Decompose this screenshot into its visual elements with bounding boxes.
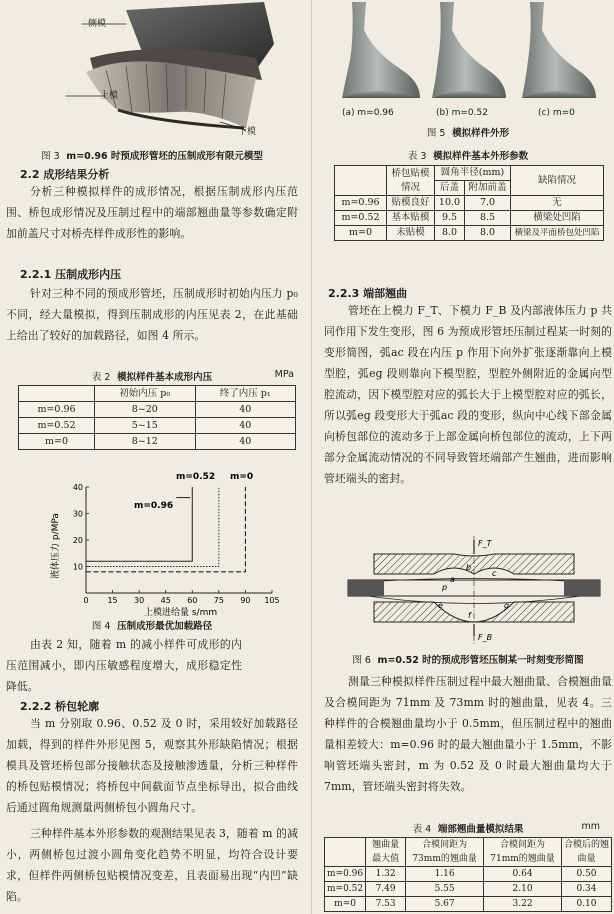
table-cell: 40 (195, 434, 296, 450)
table-4-header: 合模后的翘曲量 (562, 838, 612, 867)
table-cell: 40 (195, 402, 296, 418)
table-cell: 3.22 (484, 897, 562, 912)
section-2-2-3-result: 测量三种模拟样件压制过程中最大翘曲量、合模翘曲量及合模间距为 71mm 及 73mm 时的翘曲量，见表 4。三种样件的合模翘曲量均小于 0.5mm，但压制过程中的翘曲量相差较大：m=0.96 时的最大翘曲量小于 1.5mm，不影响管坯端头密封，m 为 0.52 及 0 时最大翘曲量均大于 7mm，管坯端头密封将失效。 (324, 675, 612, 793)
table-cell: m=0.96 (335, 196, 387, 211)
table-cell: 8~12 (95, 434, 196, 450)
table-cell: 0.64 (484, 867, 562, 882)
chart-axes (86, 487, 272, 593)
table-3-header: 桥包贴模情况 (387, 166, 435, 196)
right-column (324, 0, 612, 914)
table-4-header: 合模间距为71mm的翘曲量 (484, 838, 562, 867)
figure-3 (6, 0, 298, 140)
column-gutter (311, 0, 312, 914)
table-cell: m=0.52 (325, 882, 366, 897)
series-line-2 (86, 487, 219, 567)
label-FT: F_T (478, 539, 492, 548)
table-cell: 7.49 (366, 882, 406, 897)
table-row (335, 196, 604, 211)
figure-5-images (324, 0, 612, 104)
figure-5-sub-c: (c) m=0 (538, 108, 575, 118)
section-2-2-paragraph: 分析三种模拟样件的成形情况，根据压制成形内压范围、桥包成形情况及压制过程中的端部翘曲量等参数确定附加前盖尺寸对桥壳样件成形性的影响。 (6, 185, 298, 240)
table-row (325, 897, 612, 912)
label-lower-die: 下模 (238, 127, 257, 137)
table-cell: m=0 (19, 434, 95, 450)
label-upper-die: 上模 (100, 91, 119, 101)
table-4-caption (324, 821, 612, 835)
section-2-2-3-title: 2.2.3 端部翘曲 (328, 287, 408, 300)
section-2-2-title: 2.2 成形结果分析 (20, 168, 110, 181)
table-2-unit: MPa (274, 369, 294, 380)
y-tick-label: 40 (72, 483, 83, 492)
table-3-num: 表 3 (407, 151, 427, 162)
table-row (325, 867, 612, 882)
legend-m096: m=0.96 (134, 501, 174, 511)
table-3 (334, 165, 604, 241)
table-cell: m=0.52 (19, 418, 95, 434)
table-2-header (19, 386, 95, 402)
table-4-unit: mm (581, 821, 600, 832)
table-cell: 0.34 (562, 882, 612, 897)
figure-5-text: 模拟样件外形 (452, 128, 510, 139)
table-4-num: 表 4 (412, 824, 432, 835)
left-column (6, 0, 298, 914)
table-cell: 40 (195, 418, 296, 434)
table-row (325, 882, 612, 897)
x-tick-label: 45 (160, 596, 171, 605)
table-3-header: 圆角半径(mm) (435, 166, 511, 181)
label-FB: F_B (478, 633, 493, 642)
figure-6-diagram (344, 536, 604, 644)
table-4-header (325, 838, 366, 867)
specimen-c-image (522, 2, 596, 98)
figure-6-num: 图 6 (352, 655, 371, 666)
table-2-num: 表 2 (91, 372, 111, 383)
section-2-2-3-paragraph: 管坯在上模力 F_T、下模力 F_B 及内部液体压力 p 共同作用下发生变形，图 6 为预成形管坯压制过程某一时刻的变形简图，弧ac 段在内压 p 作用下向外扩张逐渐靠向上模型腔，弧eg 段则靠向下模型腔，型腔外侧附近的金属向型腔流动，因下模型腔对应的弧长大于上模型腔对应的弧长，所以弧eg 段变形大于弧ac 段的变形，纵向中心线下部金属向桥包部位的流动多于上部金属向桥包部位的流动，上下两部分金属流动情况的不同导致管坯端部产生翘曲，进而影响管坯端头的密封。 (324, 304, 612, 485)
table-cell: 1.32 (366, 867, 406, 882)
figure-6-caption (324, 652, 612, 666)
section-2-2-1-paragraph: 针对三种不同的预成形管坯，压制成形时初始内压力 p₀ 不同，经大量模拟，得到压制成形的内压见表 2，在此基础上给出了较好的加载路径，如图 4 所示。 (6, 287, 298, 342)
table-cell: m=0.52 (335, 211, 387, 226)
table-3-header: 缺陷情况 (511, 166, 604, 196)
x-tick-label: 90 (240, 596, 251, 605)
label-e: e (438, 601, 443, 610)
series-line-3 (86, 487, 245, 572)
figure-5-num: 图 5 (426, 128, 446, 139)
section-2-2-1-conclusion: 由表 2 知，随着 m 的减小样件可成形的内压范围减小，即内压敏感程度增大，成形稳定性降低。 (6, 638, 242, 693)
label-f: f (468, 611, 471, 620)
table-2 (18, 385, 296, 450)
table-cell: m=0.96 (19, 402, 95, 418)
table-cell: 无 (511, 196, 604, 211)
legend-m0: m=0 (230, 472, 254, 482)
figure-3-num: 图 3 (41, 151, 60, 162)
table-cell: 5.55 (406, 882, 484, 897)
chart-ticks (73, 483, 280, 605)
table-2-text: 模拟样件基本成形内压 (117, 372, 213, 383)
table-row (335, 211, 604, 226)
fe-model-image (6, 0, 298, 140)
chart-series (86, 487, 245, 572)
label-c: c (492, 569, 497, 578)
figure-3-caption (6, 148, 298, 162)
table-3-header: 后盖 (435, 181, 465, 196)
table-cell: 未贴模 (387, 226, 435, 241)
x-tick-label: 15 (107, 596, 118, 605)
table-cell: 8.0 (435, 226, 465, 241)
table-cell: 8.0 (465, 226, 511, 241)
chart-ylabel: 液体压力 p/MPa (51, 513, 61, 579)
figure-4-text: 压制成形最优加载路径 (117, 621, 213, 632)
figure-5-sub-a: (a) m=0.96 (342, 108, 394, 118)
table-cell: m=0.96 (325, 867, 366, 882)
table-cell: 8~20 (95, 402, 196, 418)
table-cell: 7.0 (465, 196, 511, 211)
table-row (335, 226, 604, 241)
table-cell: 贴模良好 (387, 196, 435, 211)
label-b: b (466, 563, 472, 572)
table-3-caption (324, 148, 612, 162)
table-2-caption (6, 369, 298, 383)
series-line-1 (86, 487, 192, 561)
specimen-a-image (342, 2, 420, 98)
figure-4-chart (46, 467, 286, 617)
y-tick-label: 10 (72, 562, 83, 572)
table-cell: m=0 (325, 897, 366, 912)
table-4-header: 翘曲量最大值 (366, 838, 406, 867)
section-2-2-1-title: 2.2.1 压制成形内压 (20, 268, 122, 281)
table-cell: 1.16 (406, 867, 484, 882)
figure-5-caption (324, 125, 612, 139)
figure-4-caption (6, 618, 298, 632)
table-cell: 5~15 (95, 418, 196, 434)
table-cell: 5.67 (406, 897, 484, 912)
table-3-text: 模拟样件基本外形参数 (433, 151, 529, 162)
table-3-header: 附加前盖 (465, 181, 511, 196)
x-tick-label: 30 (134, 596, 145, 605)
table-4 (324, 837, 612, 912)
figure-3-text: m=0.96 时预成形管坯的压制成形有限元模型 (66, 151, 263, 162)
label-g: g (504, 601, 510, 610)
table-cell: 8.5 (465, 211, 511, 226)
section-2-2-2-paragraph-2: 三种样件基本外形参数的观测结果见表 3，随着 m 的减小，两侧桥包过渡小圆角变化趋势不明显，均符合设计要求，但样件两侧桥包贴模情况变差，且表面易出现“内凹”缺陷。 (6, 827, 298, 903)
table-cell: 2.10 (484, 882, 562, 897)
table-cell: 0.10 (562, 897, 612, 912)
table-row (19, 402, 296, 418)
table-cell: 基本贴模 (387, 211, 435, 226)
x-tick-label: 75 (213, 596, 224, 605)
chart-xlabel: 上模进给量 s/mm (144, 608, 218, 617)
figure-4-num: 图 4 (91, 621, 111, 632)
figure-6-text: m=0.52 时的预成形管坯压制某一时刻变形简图 (377, 655, 584, 666)
table-cell: 横梁处凹陷 (511, 211, 604, 226)
table-row (19, 418, 296, 434)
table-2-header: 初始内压 p₀ (95, 386, 196, 402)
table-2-header: 终了内压 p₁ (195, 386, 296, 402)
table-cell: 横梁及平面桥包处凹陷 (511, 226, 604, 241)
table-cell: 0.50 (562, 867, 612, 882)
label-a: a (450, 575, 455, 584)
table-4-header: 合模间距为73mm的翘曲量 (406, 838, 484, 867)
x-tick-label: 60 (187, 596, 198, 605)
table-4-text: 端部翘曲量模拟结果 (437, 824, 524, 835)
table-row (19, 434, 296, 450)
x-tick-label: 105 (264, 596, 280, 605)
specimen-b-image (432, 2, 506, 98)
y-tick-label: 30 (72, 509, 83, 519)
legend-m052: m=0.52 (176, 472, 216, 482)
table-cell: 10.0 (435, 196, 465, 211)
table-cell: m=0 (335, 226, 387, 241)
table-cell: 7.53 (366, 897, 406, 912)
label-p: p (442, 583, 448, 592)
table-cell: 9.5 (435, 211, 465, 226)
section-2-2-2-paragraph-1: 当 m 分别取 0.96、0.52 及 0 时，采用较好加载路径加载，得到的样件外形见图 5，观察其外形缺陷情况；根据模具及管坯桥包部分接触状态及接触渗透量，分析三种样件的桥包贴模情况；将桥包中间截面节点坐标导出，拟合曲线后通过圆角规测量两侧桥包小圆角尺寸。 (6, 717, 298, 814)
section-2-2-2-title: 2.2.2 桥包轮廓 (20, 700, 100, 713)
y-tick-label: 20 (72, 536, 83, 545)
x-tick-label: 0 (83, 596, 89, 605)
figure-5-sub-b: (b) m=0.52 (436, 108, 488, 118)
label-side-die: 侧模 (88, 19, 107, 29)
